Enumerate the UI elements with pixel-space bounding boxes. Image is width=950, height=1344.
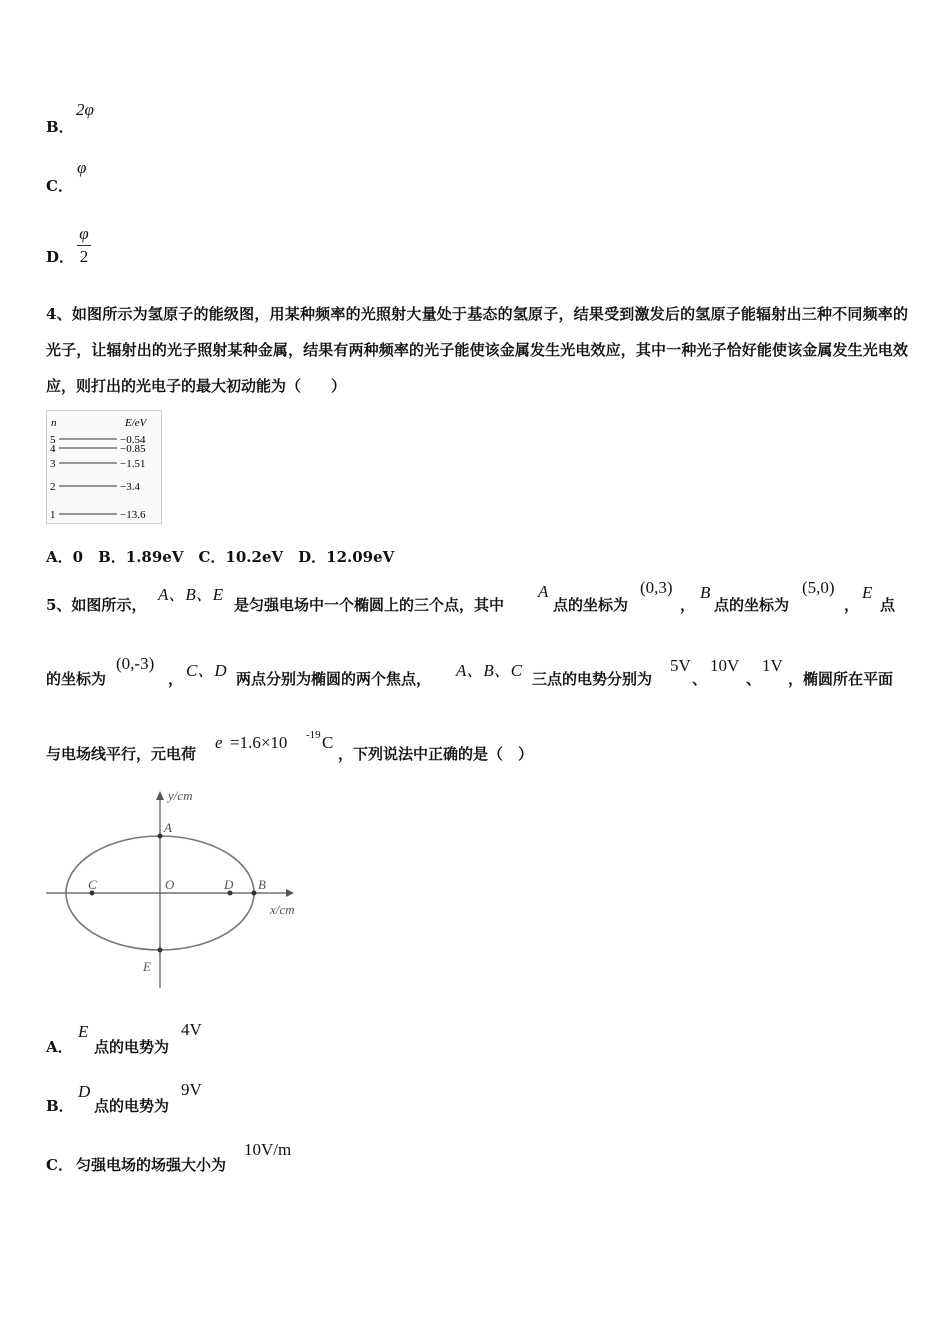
label-a: A — [164, 820, 172, 835]
q5-var-b: B — [700, 583, 711, 602]
y-axis-label: y/cm — [168, 788, 193, 803]
q5-line3-a: 与电场线平行，元电荷 — [46, 745, 197, 763]
q5-option-c-value: 10V/m — [244, 1140, 292, 1159]
q5-line2-a: 的坐标为 — [46, 670, 107, 688]
label-e: E — [143, 959, 151, 974]
energy-level-n: 4 — [50, 443, 56, 455]
q4-options: A．0 B．1.89eV C．10.2eV D．12.09eV — [46, 548, 395, 566]
q3-option-d-letter: D． — [46, 248, 75, 266]
q5-coord-e: (0,-3) — [116, 654, 155, 673]
q5-line2-d: 三点的电势分别为 — [532, 670, 653, 688]
q5-line1-c: 点的坐标为 — [553, 596, 629, 614]
q5-option-c-text: 匀强电场的场强大小为 — [76, 1156, 227, 1174]
label-c: C — [88, 877, 97, 892]
fraction-bar — [77, 245, 91, 246]
q5-sep-1: 、 — [692, 670, 708, 688]
q5-option-b-var: D — [78, 1082, 91, 1101]
q5-line2-b: ， — [168, 670, 184, 688]
energy-level-value: −0.85 — [120, 443, 146, 455]
q5-line1-a: 5、如图所示， — [46, 596, 147, 614]
q5-option-a-text: 点的电势为 — [94, 1038, 170, 1056]
x-axis-label: x/cm — [270, 902, 295, 917]
energy-level-value: −3.4 — [120, 481, 140, 493]
q3-option-d-fraction — [77, 224, 91, 267]
q3-option-c-math: φ — [77, 158, 87, 177]
point-e — [158, 948, 163, 953]
q5-line1-d: ， — [680, 596, 696, 614]
q5-line1-e: 点的坐标为 — [714, 596, 790, 614]
q5-line1-f: ， — [844, 596, 860, 614]
energy-level-diagram — [46, 410, 162, 524]
q3-option-c-letter: C． — [46, 177, 73, 195]
q5-option-a-letter: A． — [46, 1038, 73, 1056]
energy-level-n: 1 — [50, 509, 56, 521]
q5-line1-b: 是匀强电场中一个椭圆上的三个点，其中 — [234, 596, 505, 614]
label-b: B — [258, 877, 266, 892]
q5-elementary-charge-value: =1.6×10 — [230, 733, 288, 752]
q5-var-e: E — [862, 583, 873, 602]
q5-potential-a: 5V — [670, 656, 691, 675]
q5-option-b-text: 点的电势为 — [94, 1097, 170, 1115]
q5-points-abe: A、B、E — [158, 585, 224, 604]
q5-option-b-letter: B． — [46, 1097, 74, 1115]
q5-sep-2: 、 — [746, 670, 762, 688]
q3-option-b-letter: B． — [46, 118, 74, 136]
energy-level-n: 3 — [50, 458, 56, 470]
label-d: D — [224, 877, 234, 892]
q5-coord-b: (5,0) — [802, 578, 835, 597]
y-axis-arrow-icon — [156, 791, 164, 800]
energy-level-n: 2 — [50, 481, 56, 493]
label-o: O — [165, 877, 175, 892]
fraction-numerator: φ — [79, 224, 89, 243]
fraction-denominator: 2 — [79, 247, 89, 266]
q5-potential-c: 1V — [762, 656, 783, 675]
energy-n-label: n — [51, 417, 57, 429]
energy-e-label: E/eV — [125, 417, 147, 429]
q5-coord-a: (0,3) — [640, 578, 673, 597]
q5-option-a-var: E — [78, 1022, 89, 1041]
energy-level-n: 5 — [50, 434, 56, 446]
q5-line2-c: 两点分别为椭圆的两个焦点， — [236, 670, 432, 688]
q5-points-cd: C、D — [186, 661, 227, 680]
energy-level-value: −1.51 — [120, 458, 146, 470]
q5-elementary-charge-symbol: e — [215, 733, 223, 752]
q5-line3-b: ，下列说法中正确的是（ ） — [338, 745, 534, 763]
q3-option-b-math: 2φ — [76, 100, 94, 119]
q5-elementary-charge-unit: C — [322, 733, 334, 752]
q5-option-b-value: 9V — [181, 1080, 202, 1099]
q5-line2-e: ，椭圆所在平面 — [788, 670, 894, 688]
q5-var-a: A — [538, 582, 549, 601]
energy-level-value: −0.54 — [120, 434, 146, 446]
q5-option-c-letter: C． — [46, 1156, 73, 1174]
q5-potential-b: 10V — [710, 656, 740, 675]
energy-level-value: −13.6 — [120, 509, 146, 521]
q5-option-a-value: 4V — [181, 1020, 202, 1039]
q5-elementary-charge-exponent: -19 — [306, 729, 321, 741]
point-b — [252, 891, 257, 896]
ellipse-field-diagram — [40, 788, 310, 993]
q4-question-text: 4、如图所示为氢原子的能级图，用某种频率的光照射大量处于基态的氢原子，结果受到激发后的氢原子能辐射出三种不同频率的光子，让辐射出的光子照射某种金属，结果有两种频率的光子能使该金属发生光电效应，其中一种光子恰好能使该金属发生光电效应，则打出的光电子的最大初动能为（ ） — [46, 305, 908, 395]
q5-line1-g: 点 — [880, 596, 896, 614]
point-a — [158, 834, 163, 839]
x-axis-arrow-icon — [286, 889, 294, 897]
q5-points-abc: A、B、C — [456, 661, 523, 680]
